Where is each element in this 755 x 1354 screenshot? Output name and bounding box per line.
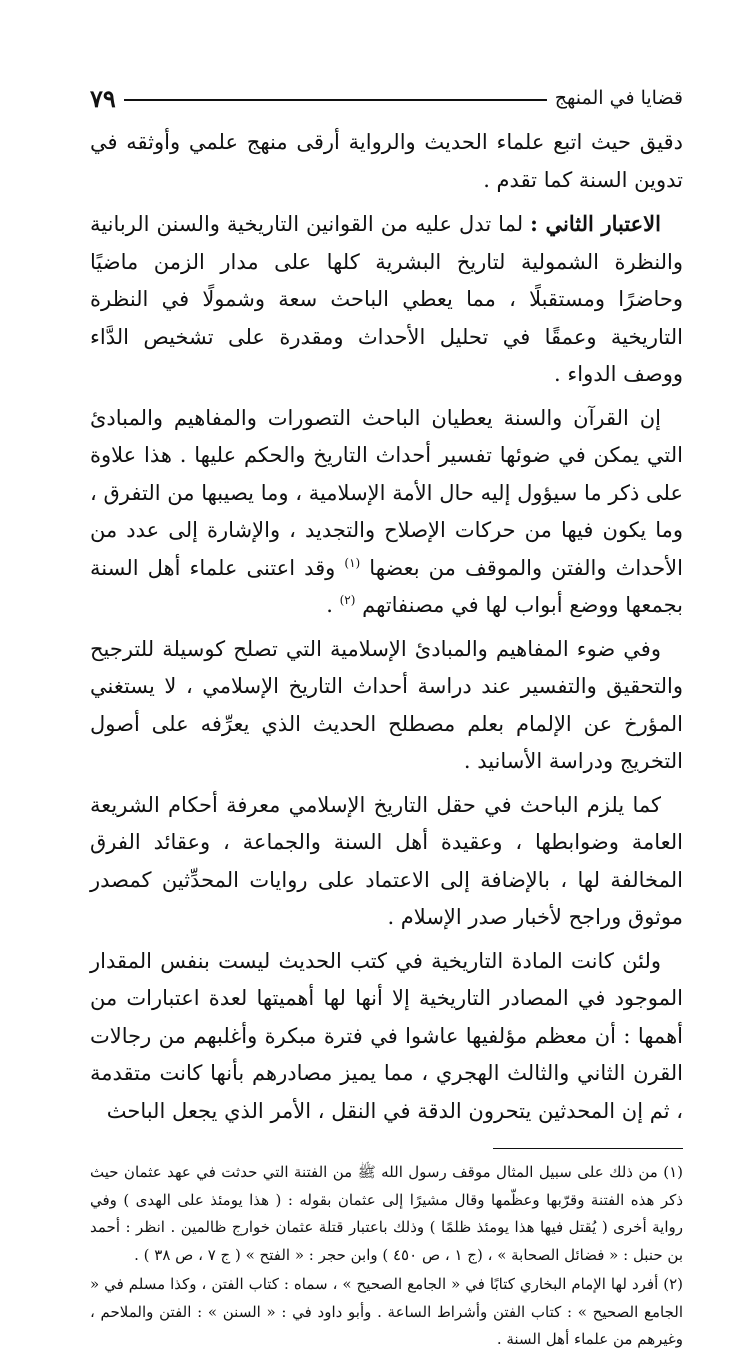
body-text [90,124,683,1130]
paragraph-text: لما تدل عليه من القوانين التاريخية والسنن الربانية والنظرة الشمولية لتاريخ البشرية كلها على مدار الزمن ماضيًا وحاضرًا ومستقبلًا ، مما يعطي الباحث سعة وشمولًا في النظرة التاريخية وعمقًا في تحليل الأحداث ومقدرة على تشخيص الدَّاء ووصف الدواء . [90,212,683,386]
page-header [90,78,683,118]
paragraph-text: وفي ضوء المفاهيم والمبادئ الإسلامية التي تصلح كوسيلة للترجيح والتحقيق والتفسير عند دراسة أحداث التاريخ الإسلامي ، لا يستغني المؤرخ عن الإلمام بعلم مصطلح الحديث الذي يعرِّفه على أصول التخريج ودراسة الأسانيد . [90,636,683,773]
paragraph-text: كما يلزم الباحث في حقل التاريخ الإسلامي معرفة أحكام الشريعة العامة وضوابطها ، وعقيدة أهل السنة والجماعة ، وعقائد الفرق المخالفة لها ، بالإضافة إلى الاعتماد على روايات المحدِّثين كمصدر موثوق وراجح لأخبار صدر الإسلام . [90,792,683,929]
paragraph-text: إن القرآن والسنة يعطيان الباحث التصورات والمفاهيم والمبادئ التي يمكن في ضوئها تفسير أحداث التاريخ والحكم عليها . هذا علاوة على ذكر ما سيؤول إليه حال الأمة الإسلامية ، وما يصيبها من التفرق ، وما يكون فيها من حركات الإصلاح والتجديد ، والإشارة إلى عدد من الأحداث والفتن والموقف من بعضها [90,405,683,580]
header-rule [124,99,547,101]
paragraph-text: ولئن كانت المادة التاريخية في كتب الحديث ليست بنفس المقدار الموجود في المصادر التاريخية إلا أنها لها أهميتها لعدة اعتبارات من أهمها : أن معظم مؤلفيها عاشوا في فترة مبكرة وأغلبهم من رجالات القرن الثاني والثالث الهجري ، مما يميز مصادرهم بأنها كانت متقدمة ، ثم إن المحدثين يتحرون الدقة في النقل ، الأمر الذي يجعل الباحث [90,948,683,1123]
paragraph [90,787,683,937]
running-title: قضايا في المنهج [554,87,683,109]
paragraph [90,205,683,394]
footnote: (١) من ذلك على سبيل المثال موقف رسول الله ﷺ من الفتنة التي حدثت في عهد عثمان حيث ذكر هذه الفتنة وقرّبها وعظّمها وقال مشيرًا إلى عثمان بقوله : ( هذا يومئذ على الهدى ) وفي رواية أخرى ( يُقتل فيها هذا يومئذ ظلمًا ) وذلك باعتبار قتلة عثمان خوارج ظالمين . انظر : أحمد بن حنبل : « فضائل الصحابة » ، (ج ١ ، ص ٤٥٠ ) وابن حجر : « الفتح » ( ج ٧ ، ص ٣٨ ) . [90,1163,683,1264]
footnote-marker: (١) [344,555,361,570]
footnotes [90,1159,683,1354]
section-term: الاعتبار الثاني : [530,211,661,236]
page-number: ٧٩ [90,83,116,113]
paragraph [90,124,683,199]
footnote-marker: (٢) [339,593,356,607]
paragraph-text: وقد اعتنى علماء أهل السنة بجمعها ووضع أبواب لها في مصنفاتهم [90,555,683,617]
paragraph-text: دقيق حيث اتبع علماء الحديث والرواية أرقى منهج علمي وأوثقه في تدوين السنة كما تقدم . [90,130,683,192]
paragraph [90,943,683,1131]
footnote-separator [493,1148,683,1149]
footnote: (٢) أفرد لها الإمام البخاري كتابًا في « الجامع الصحيح » ، سماه : كتاب الفتن ، وكذا مسلم في « الجامع الصحيح » : كتاب الفتن وأشراط الساعة . وأبو داود في : « السنن » : الفتن والملاحم ، وغيرهم من علماء أهل السنة . [90,1275,683,1348]
paragraph [90,400,683,625]
paragraph [90,631,683,781]
paragraph-text: . [326,593,340,617]
